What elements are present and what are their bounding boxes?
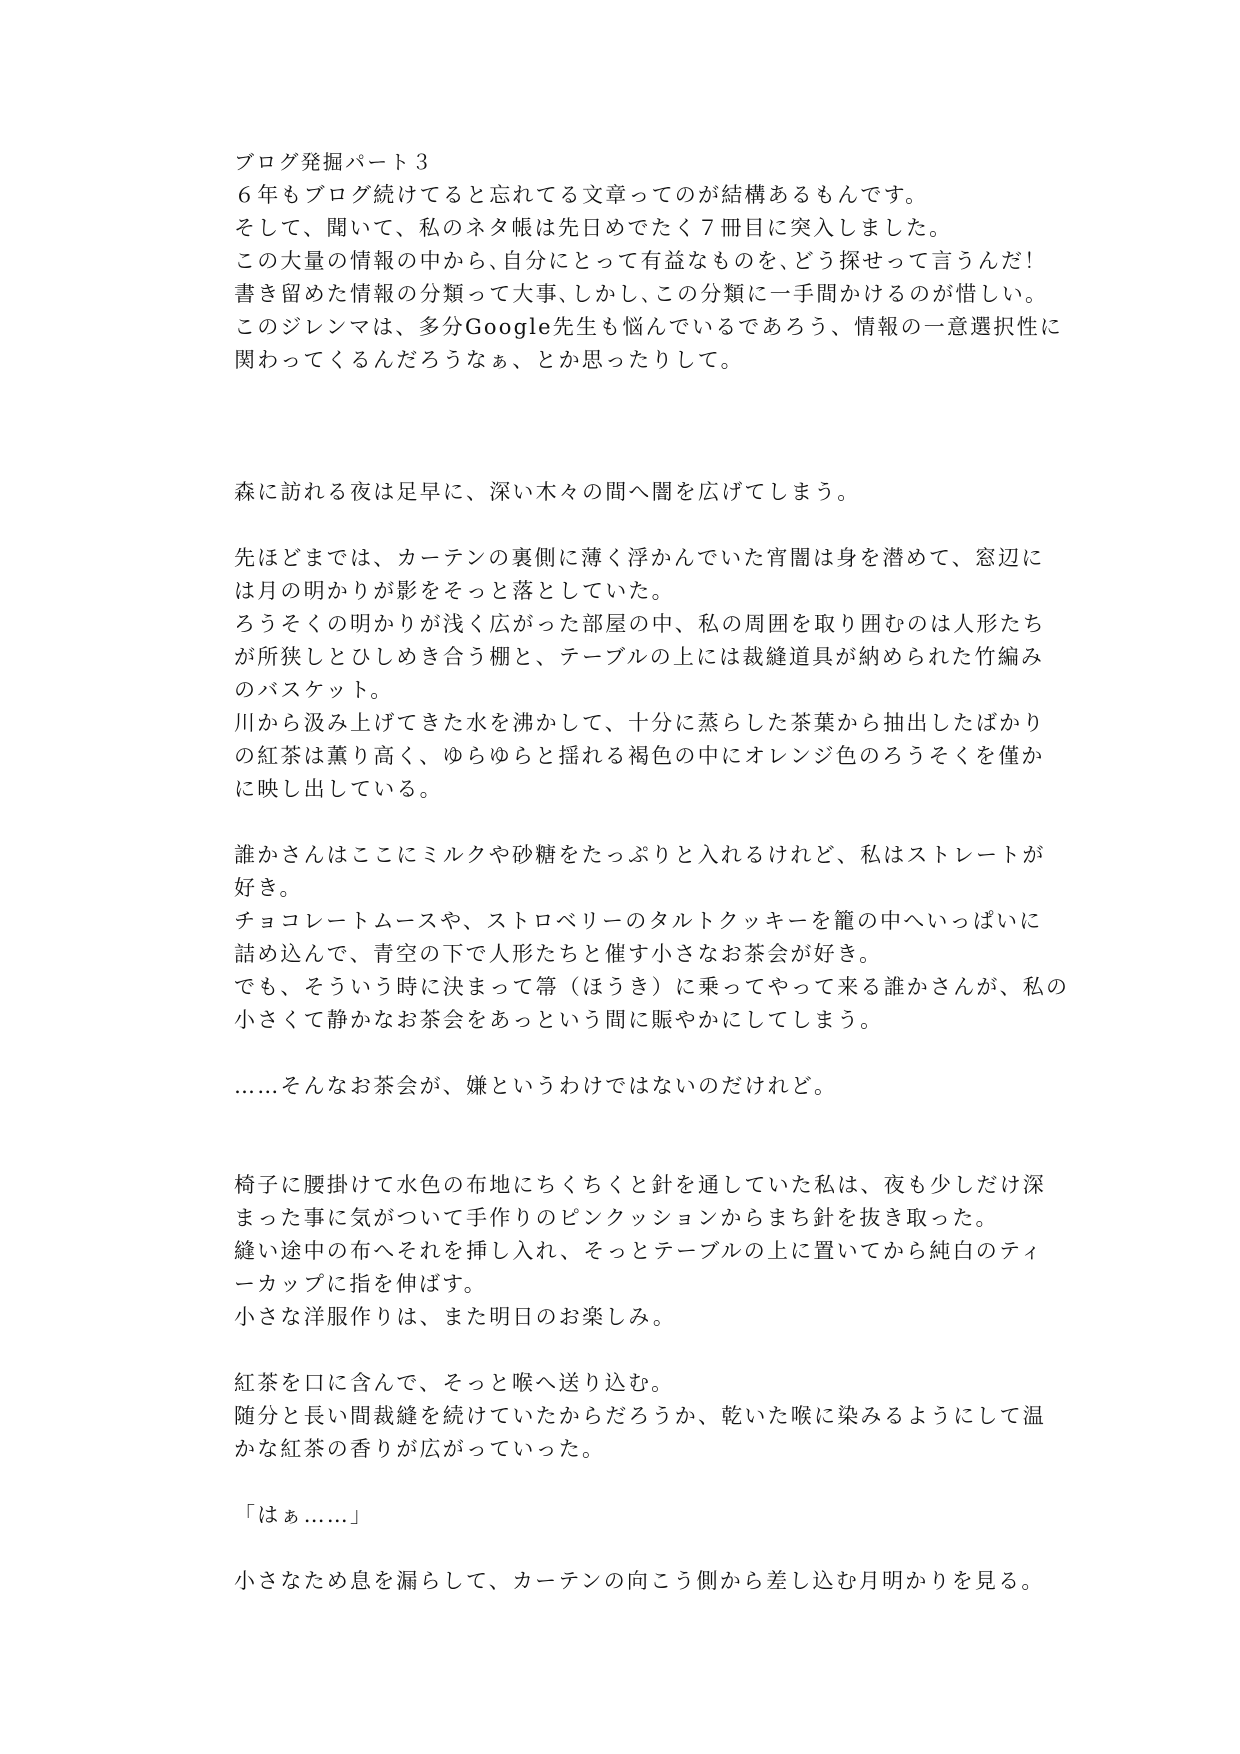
section-gap	[234, 377, 1009, 476]
intro-line: この大量の情報の中から､自分にとって有益なものを､どう探せって言うんだ！	[234, 249, 1048, 273]
story-line: でも、そういう時に決まって箒（ほうき）に乗ってやって来る誰かさんが、私の	[234, 975, 1070, 999]
story-line: のバスケット。	[234, 678, 394, 702]
story-line: の紅茶は薫り高く、ゆらゆらと揺れる褐色の中にオレンジ色のろうそくを僅か	[234, 744, 1045, 768]
story-line: 小さな洋服作りは、また明日のお楽しみ。	[234, 1305, 677, 1329]
paragraph-break	[234, 509, 1009, 542]
story-line: まった事に気がついて手作りのピンクッションからまち針を抜き取った。	[234, 1206, 999, 1230]
intro-line: このジレンマは、多分Google先生も悩んでいるであろう、情報の一意選択性に	[234, 315, 1063, 339]
story-line: 紅茶を口に含んで、そっと喉へ送り込む。	[234, 1371, 675, 1395]
story-line: ーカップに指を伸ばす。	[234, 1272, 487, 1296]
story-line: ろうそくの明かりが浅く広がった部屋の中、私の周囲を取り囲むのは人形たち	[234, 612, 1046, 636]
intro-title: ブログ発掘パート３	[234, 150, 434, 174]
story-line: 川から汲み上げてきた水を沸かして、十分に蒸らした茶葉から抽出したばかり	[234, 711, 1046, 735]
story-line: 誰かさんはここにミルクや砂糖をたっぷりと入れるけれど、私はストレートが	[234, 843, 1046, 867]
story-line: ……そんなお茶会が、嫌というわけではないのだけれど。	[234, 1074, 838, 1098]
story-line: が所狭しとひしめき合う棚と、テーブルの上には裁縫道具が納められた竹編み	[234, 645, 1045, 669]
story-line: 随分と長い間裁縫を続けていたからだろうか、乾いた喉に染みるようにして温	[234, 1404, 1046, 1428]
blog-intro	[234, 146, 1063, 377]
paragraph-break	[234, 1037, 1009, 1070]
text-column	[234, 146, 1070, 1598]
story-line: 森に訪れる夜は足早に、深い木々の間へ闇を広げてしまう。	[234, 480, 861, 504]
story-line: 縫い途中の布へそれを挿し入れ、そっとテーブルの上に置いてから純白のティ	[234, 1239, 1044, 1263]
intro-line: 書き留めた情報の分類って大事､しかし､この分類に一手間かけるのが惜しい。	[234, 282, 1049, 306]
intro-line: ６年もブログ続けてると忘れてる文章ってのが結構あるもんです。	[234, 183, 929, 207]
paragraph-break	[234, 806, 1009, 839]
story-line: 椅子に腰掛けて水色の布地にちくちくと針を通していた私は、夜も少しだけ深	[234, 1173, 1046, 1197]
story-line: チョコレートムースや、ストロベリーのタルトクッキーを籠の中へいっぱいに	[234, 909, 1043, 933]
paragraph-break	[234, 1466, 1009, 1499]
story-line: 好き。	[234, 876, 303, 900]
paragraph-break	[234, 1532, 1009, 1565]
story-line: かな紅茶の香りが広がっていった。	[234, 1437, 606, 1461]
dialogue-line: 「はぁ……」	[234, 1503, 374, 1527]
intro-line: 関わってくるんだろうなぁ、とか思ったりして。	[234, 348, 744, 372]
story-line: に映し出している。	[234, 777, 443, 801]
story-line: 小さなため息を漏らして、カーテンの向こう側から差し込む月明かりを見る。	[234, 1569, 1045, 1593]
story-line: 先ほどまでは、カーテンの裏側に薄く浮かんでいた宵闇は身を潜めて、窓辺に	[234, 546, 1045, 570]
story-text	[234, 476, 1070, 1598]
scene-break	[234, 1103, 1009, 1169]
story-line: 詰め込んで、青空の下で人形たちと催す小さなお茶会が好き。	[234, 942, 883, 966]
intro-line: そして、聞いて、私のネタ帳は先日めでたく７冊目に突入しました。	[234, 216, 953, 240]
story-line: は月の明かりが影をそっと落としていた。	[234, 579, 675, 603]
story-line: 小さくて静かなお茶会をあっという間に賑やかにしてしまう。	[234, 1008, 884, 1032]
paragraph-break	[234, 1334, 1009, 1367]
